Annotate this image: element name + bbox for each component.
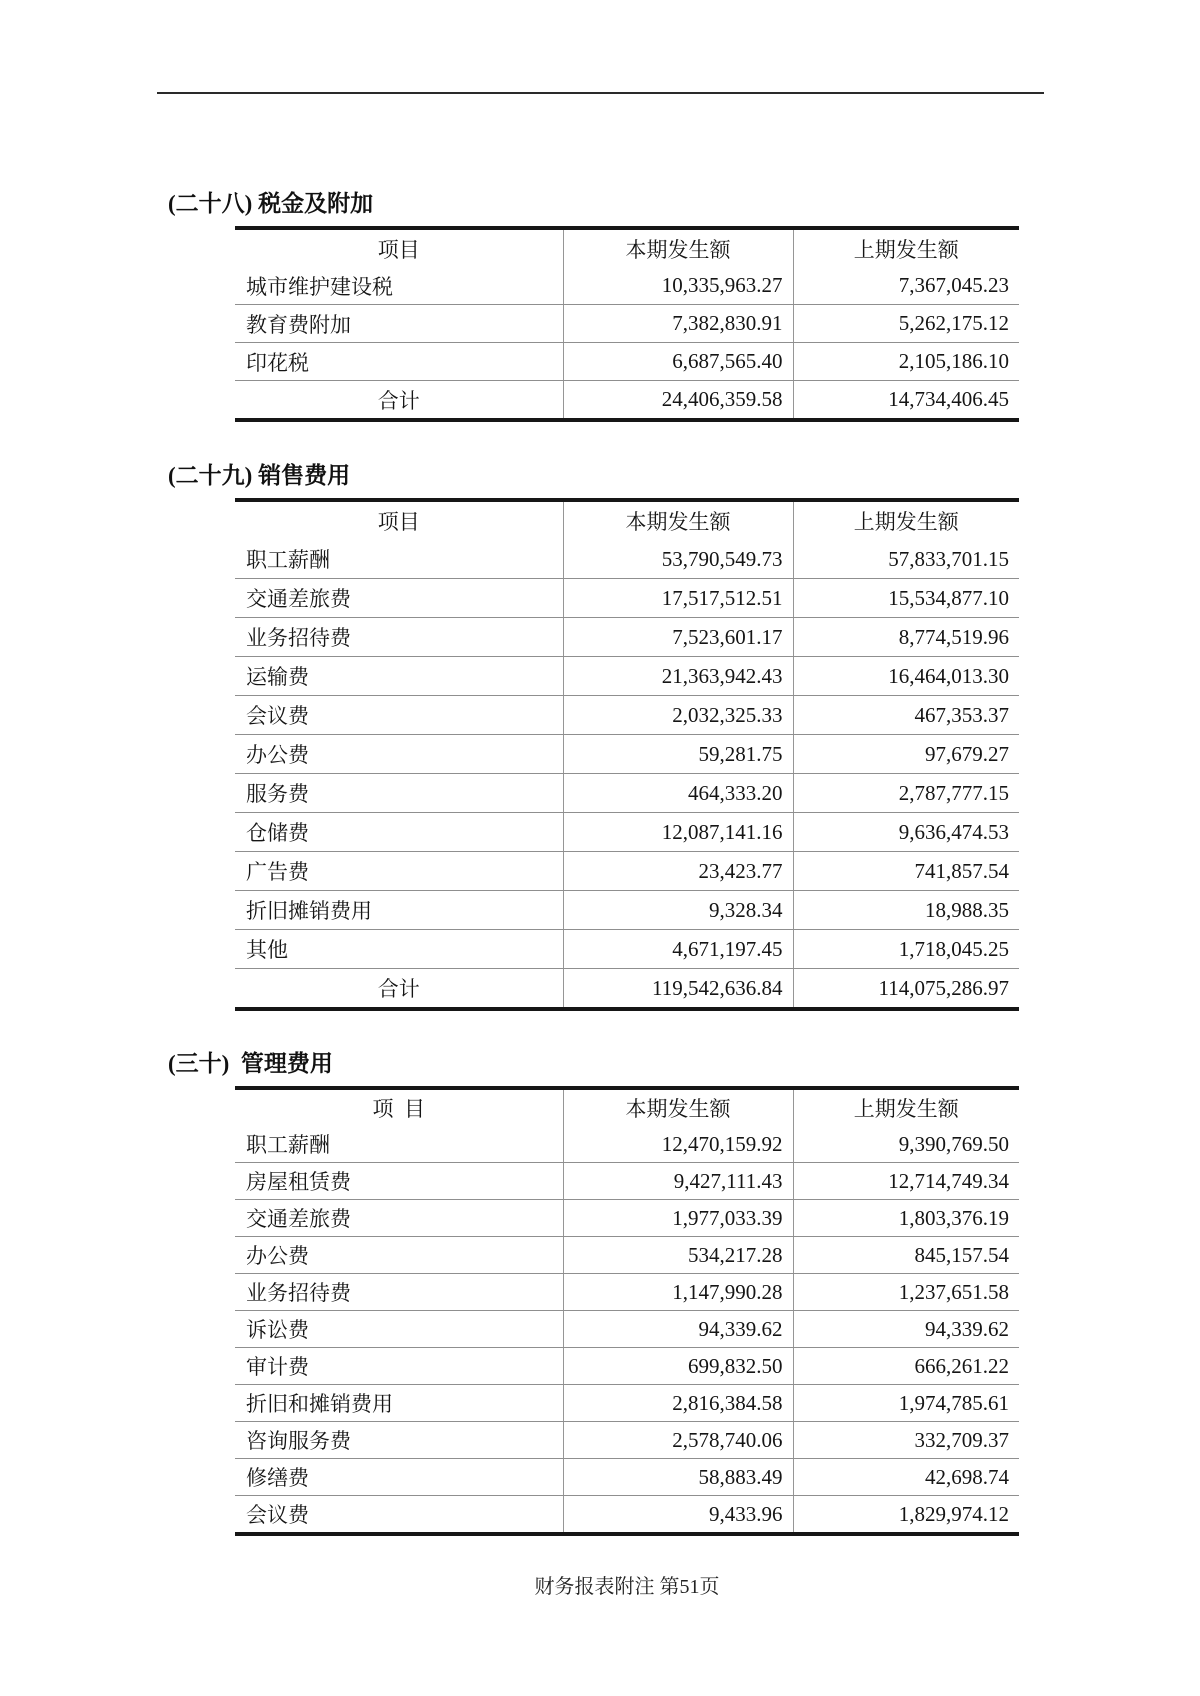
item-cell: 房屋租赁费 — [235, 1163, 563, 1200]
value-cell: 8,774,519.96 — [793, 618, 1019, 657]
item-cell: 办公费 — [235, 735, 563, 774]
col-header-current-period: 本期发生额 — [563, 500, 793, 540]
value-cell: 59,281.75 — [563, 735, 793, 774]
total-row — [235, 969, 1019, 1010]
value-cell: 2,816,384.58 — [563, 1385, 793, 1422]
item-cell: 业务招待费 — [235, 618, 563, 657]
value-cell: 464,333.20 — [563, 774, 793, 813]
section-admin-expenses — [168, 1050, 1019, 1536]
value-cell: 1,977,033.39 — [563, 1200, 793, 1237]
value-cell: 17,517,512.51 — [563, 579, 793, 618]
value-cell: 6,687,565.40 — [563, 343, 793, 381]
section-taxes-and-surcharges — [168, 190, 1019, 422]
item-cell: 广告费 — [235, 852, 563, 891]
item-cell: 仓储费 — [235, 813, 563, 852]
value-cell: 2,578,740.06 — [563, 1422, 793, 1459]
table-row — [235, 657, 1019, 696]
item-cell: 修缮费 — [235, 1459, 563, 1496]
section-selling-expenses — [168, 462, 1019, 1011]
table-row — [235, 774, 1019, 813]
value-cell: 42,698.74 — [793, 1459, 1019, 1496]
total-label-cell: 合计 — [377, 388, 420, 413]
section-heading: (三十) 管理费用 — [168, 1051, 333, 1076]
item-cell: 咨询服务费 — [235, 1422, 563, 1459]
value-cell: 7,523,601.17 — [563, 618, 793, 657]
item-cell: 职工薪酬 — [235, 540, 563, 579]
table-row — [235, 891, 1019, 930]
table-row — [235, 267, 1019, 305]
col-header-item: 项 目 — [372, 1097, 425, 1121]
item-cell: 折旧摊销费用 — [235, 891, 563, 930]
value-cell: 57,833,701.15 — [793, 540, 1019, 579]
value-cell: 666,261.22 — [793, 1348, 1019, 1385]
value-cell: 9,636,474.53 — [793, 813, 1019, 852]
value-cell: 94,339.62 — [793, 1311, 1019, 1348]
value-cell: 332,709.37 — [793, 1422, 1019, 1459]
value-cell: 23,423.77 — [563, 852, 793, 891]
table-header-row — [235, 228, 1019, 267]
value-cell: 53,790,549.73 — [563, 540, 793, 579]
item-cell: 服务费 — [235, 774, 563, 813]
item-cell: 业务招待费 — [235, 1274, 563, 1311]
value-cell: 94,339.62 — [563, 1311, 793, 1348]
table-row — [235, 579, 1019, 618]
value-cell: 7,382,830.91 — [563, 305, 793, 343]
value-cell: 9,328.34 — [563, 891, 793, 930]
table-row — [235, 1348, 1019, 1385]
item-cell: 折旧和摊销费用 — [235, 1385, 563, 1422]
item-cell: 职工薪酬 — [235, 1126, 563, 1163]
value-cell: 97,679.27 — [793, 735, 1019, 774]
table-row — [235, 930, 1019, 969]
value-cell: 699,832.50 — [563, 1348, 793, 1385]
value-cell: 2,105,186.10 — [793, 343, 1019, 381]
col-header-item: 项目 — [377, 510, 420, 534]
value-cell: 2,032,325.33 — [563, 696, 793, 735]
value-cell: 9,390,769.50 — [793, 1126, 1019, 1163]
taxes-and-surcharges-table — [235, 226, 1019, 422]
value-cell: 741,857.54 — [793, 852, 1019, 891]
value-cell: 15,534,877.10 — [793, 579, 1019, 618]
value-cell: 12,714,749.34 — [793, 1163, 1019, 1200]
value-cell: 7,367,045.23 — [793, 267, 1019, 305]
value-cell: 12,087,141.16 — [563, 813, 793, 852]
value-cell: 9,433.96 — [563, 1496, 793, 1535]
value-cell: 2,787,777.15 — [793, 774, 1019, 813]
value-cell: 24,406,359.58 — [563, 381, 793, 421]
table-row — [235, 1422, 1019, 1459]
value-cell: 467,353.37 — [793, 696, 1019, 735]
selling-expenses-table — [235, 498, 1019, 1011]
value-cell: 5,262,175.12 — [793, 305, 1019, 343]
table-header-row — [235, 500, 1019, 540]
value-cell: 845,157.54 — [793, 1237, 1019, 1274]
value-cell: 1,974,785.61 — [793, 1385, 1019, 1422]
table-row — [235, 1200, 1019, 1237]
total-label-cell: 合计 — [377, 977, 420, 1001]
section-heading: (二十八) 税金及附加 — [168, 191, 374, 216]
table-row — [235, 813, 1019, 852]
total-row — [235, 381, 1019, 421]
page-top-rule — [157, 92, 1044, 94]
table-row — [235, 1163, 1019, 1200]
value-cell: 1,829,974.12 — [793, 1496, 1019, 1535]
value-cell: 4,671,197.45 — [563, 930, 793, 969]
item-cell: 诉讼费 — [235, 1311, 563, 1348]
value-cell: 1,237,651.58 — [793, 1274, 1019, 1311]
table-row — [235, 305, 1019, 343]
item-cell: 运输费 — [235, 657, 563, 696]
value-cell: 58,883.49 — [563, 1459, 793, 1496]
admin-expenses-table — [235, 1086, 1019, 1536]
value-cell: 1,147,990.28 — [563, 1274, 793, 1311]
item-cell: 会议费 — [246, 1503, 309, 1527]
section-heading: (二十九) 销售费用 — [168, 463, 351, 488]
item-cell: 印花税 — [235, 343, 563, 381]
item-cell: 审计费 — [235, 1348, 563, 1385]
value-cell: 9,427,111.43 — [563, 1163, 793, 1200]
item-cell: 城市维护建设税 — [235, 267, 563, 305]
value-cell: 10,335,963.27 — [563, 267, 793, 305]
table-header-row — [235, 1088, 1019, 1126]
item-cell: 其他 — [235, 930, 563, 969]
value-cell: 114,075,286.97 — [793, 969, 1019, 1010]
table-row — [235, 540, 1019, 579]
table-row — [235, 1274, 1019, 1311]
col-header-current-period: 本期发生额 — [563, 1088, 793, 1126]
col-header-prior-period: 上期发生额 — [793, 500, 1019, 540]
col-header-current-period: 本期发生额 — [563, 228, 793, 267]
table-row — [235, 735, 1019, 774]
col-header-item: 项目 — [377, 237, 420, 262]
table-row — [235, 1459, 1019, 1496]
table-row — [235, 1237, 1019, 1274]
table-row — [235, 1311, 1019, 1348]
item-cell: 交通差旅费 — [235, 1200, 563, 1237]
value-cell: 1,803,376.19 — [793, 1200, 1019, 1237]
col-header-prior-period: 上期发生额 — [793, 1088, 1019, 1126]
table-row — [235, 696, 1019, 735]
table-row — [235, 1385, 1019, 1422]
table-row — [235, 852, 1019, 891]
item-cell: 交通差旅费 — [235, 579, 563, 618]
value-cell: 21,363,942.43 — [563, 657, 793, 696]
value-cell: 18,988.35 — [793, 891, 1019, 930]
table-row — [235, 343, 1019, 381]
page-footer: 财务报表附注 第51页 — [534, 1576, 720, 1598]
table-row — [235, 1126, 1019, 1163]
item-cell: 会议费 — [235, 696, 563, 735]
item-cell: 教育费附加 — [235, 305, 563, 343]
value-cell: 16,464,013.30 — [793, 657, 1019, 696]
value-cell: 534,217.28 — [563, 1237, 793, 1274]
value-cell: 14,734,406.45 — [793, 381, 1019, 421]
value-cell: 119,542,636.84 — [563, 969, 793, 1010]
value-cell: 1,718,045.25 — [793, 930, 1019, 969]
value-cell: 12,470,159.92 — [563, 1126, 793, 1163]
col-header-prior-period: 上期发生额 — [793, 228, 1019, 267]
table-row — [235, 618, 1019, 657]
item-cell: 办公费 — [235, 1237, 563, 1274]
table-row — [235, 1496, 1019, 1535]
